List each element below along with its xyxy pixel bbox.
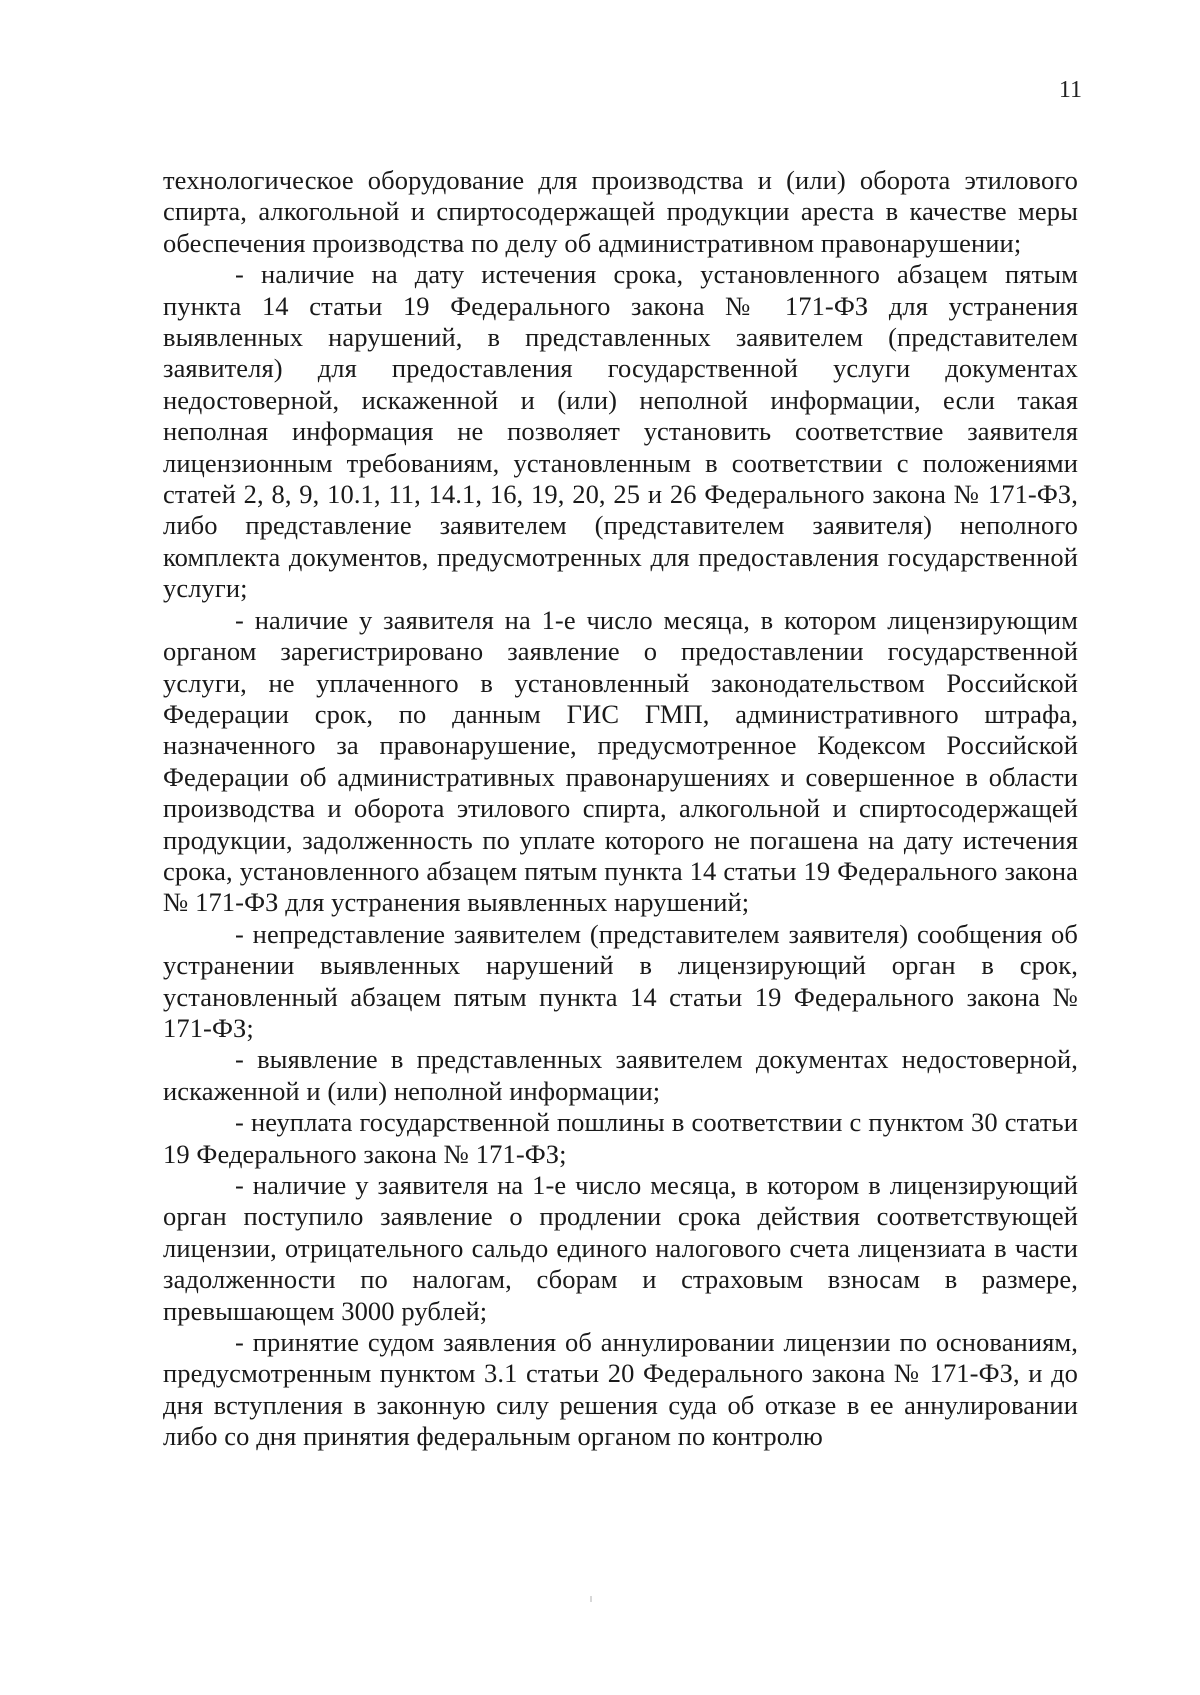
paragraph-list-item: - наличие на дату истечения срока, установленного абзацем пятым пункта 14 статьи 19 Федерального закона № 171-ФЗ для устранения выявленных нарушений, в представленных заявителем (представителем заявителя) для предоставления государственной услуги документах недостоверной, искаженной и (или) неполной информации, если такая неполная информация не позволяет установить соответствие заявителя лицензионным требованиям, установленным в соответствии с положениями статей 2, 8, 9, 10.1, 11, 14.1, 16, 19, 20, 25 и 26 Федерального закона № 171-ФЗ, либо представление заявителем (представителем заявителя) неполного комплекта документов, предусмотренных для предоставления государственной услуги; <box>163 259 1078 604</box>
paragraph-list-item: - выявление в представленных заявителем документах недостоверной, искаженной и (или) неполной информации; <box>163 1044 1078 1106</box>
scan-mark <box>590 1596 592 1602</box>
paragraph-list-item: - наличие у заявителя на 1-е число месяца, в котором в лицензирующий орган поступило заявление о продлении срока действия соответствующей лицензии, отрицательного сальдо единого налогового счета лицензиата в части задолженности по налогам, сборам и страховым взносам в размере, превышающем 3000 рублей; <box>163 1170 1078 1326</box>
page-number: 11 <box>1058 77 1082 103</box>
paragraph-list-item: - принятие судом заявления об аннулировании лицензии по основаниям, предусмотренным пунктом 3.1 статьи 20 Федерального закона № 171-ФЗ, и до дня вступления в законную силу решения суда об отказе в ее аннулировании либо со дня принятия федеральным органом по контролю <box>163 1327 1078 1452</box>
document-body <box>163 165 1078 1453</box>
paragraph-list-item: - наличие у заявителя на 1-е число месяца, в котором лицензирующим органом зарегистрировано заявление о предоставлении государственной услуги, не уплаченного в установленный законодательством Российской Федерации срок, по данным ГИС ГМП, административного штрафа, назначенного за правонарушение, предусмотренное Кодексом Российской Федерации об административных правонарушениях и совершенное в области производства и оборота этилового спирта, алкогольной и спиртосодержащей продукции, задолженность по уплате которого не погашена на дату истечения срока, установленного абзацем пятым пункта 14 статьи 19 Федерального закона № 171-ФЗ для устранения выявленных нарушений; <box>163 604 1078 918</box>
paragraph-list-item: - непредставление заявителем (представителем заявителя) сообщения об устранении выявленных нарушений в лицензирующий орган в срок, установленный абзацем пятым пункта 14 статьи 19 Федерального закона № 171-ФЗ; <box>163 918 1078 1043</box>
paragraph-list-item: - неуплата государственной пошлины в соответствии с пунктом 30 статьи 19 Федерального закона № 171-ФЗ; <box>163 1107 1078 1169</box>
paragraph-continuation: технологическое оборудование для производства и (или) оборота этилового спирта, алкогольной и спиртосодержащей продукции ареста в качестве меры обеспечения производства по делу об административном правонарушении; <box>163 165 1078 258</box>
